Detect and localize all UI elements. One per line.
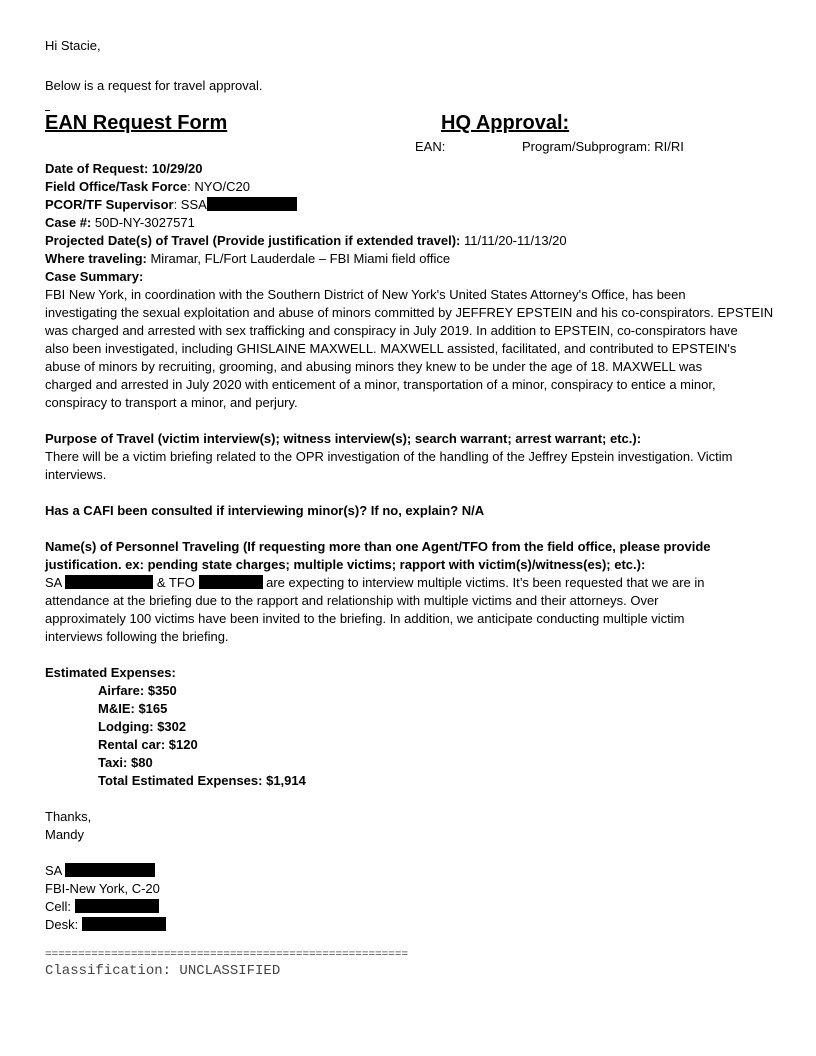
cell-label: Cell:	[45, 899, 75, 914]
expenses-section	[45, 664, 773, 790]
personnel-line: interviews following the briefing.	[45, 629, 229, 644]
summary-line: FBI New York, in coordination with the Southern District of New York's United States Attorney's Office, has been	[45, 287, 686, 302]
supervisor-line	[45, 196, 773, 214]
summary-line: was charged and arrested with sex trafficking and conspiracy in July 2019. In addition to EPSTEIN, co-conspirators have	[45, 323, 738, 338]
case-number-line	[45, 214, 773, 232]
personnel-rest: are expecting to interview multiple victims. It’s been requested that we are in	[262, 575, 705, 590]
case-number-label: Case #:	[45, 215, 92, 230]
personnel-label: justification. ex: pending state charges; multiple victims; rapport with victim(s)/witness(es); etc.):	[45, 557, 646, 572]
where-line	[45, 250, 773, 268]
cafi-question: Has a CAFI been consulted if interviewing minor(s)? If no, explain? N/A	[45, 503, 485, 518]
summary-line: conspiracy to transport a minor, and perjury.	[45, 395, 298, 410]
footer-rule: =======================================================	[45, 949, 409, 961]
classification-text: Classification: UNCLASSIFIED	[45, 963, 281, 979]
underscore-mark	[45, 98, 773, 106]
field-office-line	[45, 178, 773, 196]
redaction-box	[75, 899, 159, 913]
signature-block	[45, 862, 773, 934]
signature-office: FBI-New York, C-20	[45, 881, 160, 896]
personnel-line: attendance at the briefing due to the rapport and relationship with multiple victims and their attorneys. Over	[45, 593, 659, 608]
thanks-text: Thanks,	[45, 809, 92, 824]
expense-item: Rental car: $120	[98, 737, 198, 752]
signature-cell-line	[45, 898, 773, 916]
redaction-box	[207, 197, 297, 211]
hq-approval-heading: HQ Approval:	[441, 112, 570, 134]
supervisor-value: : SSA	[173, 197, 207, 212]
case-summary	[45, 286, 773, 412]
travel-dates-value: 11/11/20-11/13/20	[460, 233, 567, 248]
purpose-line: There will be a victim briefing related to the OPR investigation of the handling of the Jeffrey Epstein investigation. Victim	[45, 449, 733, 464]
field-office-label: Field Office/Task Force	[45, 179, 188, 194]
expense-item: M&IE: $165	[98, 701, 168, 716]
sender-name: Mandy	[45, 827, 85, 842]
expense-item: Airfare: $350	[98, 683, 177, 698]
personnel-sa: SA	[45, 575, 66, 590]
closing	[45, 808, 773, 844]
case-summary-label: Case Summary:	[45, 269, 144, 284]
heading-row	[45, 110, 773, 136]
purpose-label: Purpose of Travel (victim interview(s); witness interview(s); search warrant; arrest warrant; etc.):	[45, 431, 642, 446]
redaction-box	[82, 917, 166, 931]
purpose-line: interviews.	[45, 467, 107, 482]
purpose-section	[45, 430, 773, 484]
summary-line: charged and arrested in July 2020 with enticement of a minor, transportation of a minor, conspiracy to entice a minor,	[45, 377, 716, 392]
field-office-value: : NYO/C20	[187, 179, 250, 194]
redaction-box	[65, 575, 153, 589]
greeting: Hi Stacie,	[45, 38, 101, 53]
personnel-line: approximately 100 victims have been invited to the briefing. In addition, we anticipate conducting multiple victim	[45, 611, 685, 626]
where-value: Miramar, FL/Fort Lauderdale – FBI Miami field office	[146, 251, 451, 266]
summary-line: also been investigated, including GHISLAINE MAXWELL. MAXWELL assisted, facilitated, and contributed to EPSTEIN's	[45, 341, 737, 356]
expense-item: Taxi: $80	[98, 755, 153, 770]
redaction-box	[199, 575, 263, 589]
footer	[45, 948, 773, 980]
email-body	[45, 37, 773, 980]
date-of-request: Date of Request: 10/29/20	[45, 161, 203, 176]
request-fields	[45, 160, 773, 286]
travel-dates-label: Projected Date(s) of Travel (Provide justification if extended travel):	[45, 233, 461, 248]
personnel-tfo: & TFO	[153, 575, 199, 590]
supervisor-label: PCOR/TF Supervisor	[45, 197, 174, 212]
where-label: Where traveling:	[45, 251, 147, 266]
summary-line: abuse of minors by recruiting, grooming, and abusing minors they knew to be under the age of 18. MAXWELL was	[45, 359, 703, 374]
travel-dates-line	[45, 232, 773, 250]
expense-total: Total Estimated Expenses: $1,914	[98, 773, 306, 788]
personnel-label: Name(s) of Personnel Traveling (If requesting more than one Agent/TFO from the field office, please provide	[45, 539, 711, 554]
signature-sa-label: SA	[45, 863, 66, 878]
expense-item: Lodging: $302	[98, 719, 187, 734]
expenses-label: Estimated Expenses:	[45, 665, 176, 680]
ean-row	[45, 136, 773, 156]
summary-line: investigating the sexual exploitation and abuse of minors committed by JEFFREY EPSTEIN and his co-conspirators. EPSTEIN	[45, 305, 774, 320]
redaction-box	[65, 863, 155, 877]
personnel-section	[45, 538, 773, 646]
desk-label: Desk:	[45, 917, 82, 932]
case-number-value: 50D-NY-3027571	[91, 215, 195, 230]
program-subprogram: Program/Subprogram: RI/RI	[522, 139, 684, 154]
intro-text: Below is a request for travel approval.	[45, 78, 263, 93]
signature-desk-line	[45, 916, 773, 934]
ean-label: EAN:	[415, 139, 446, 154]
ean-request-form-heading: EAN Request Form	[45, 112, 228, 134]
personnel-first-line	[45, 574, 773, 592]
signature-sa-line	[45, 862, 773, 880]
